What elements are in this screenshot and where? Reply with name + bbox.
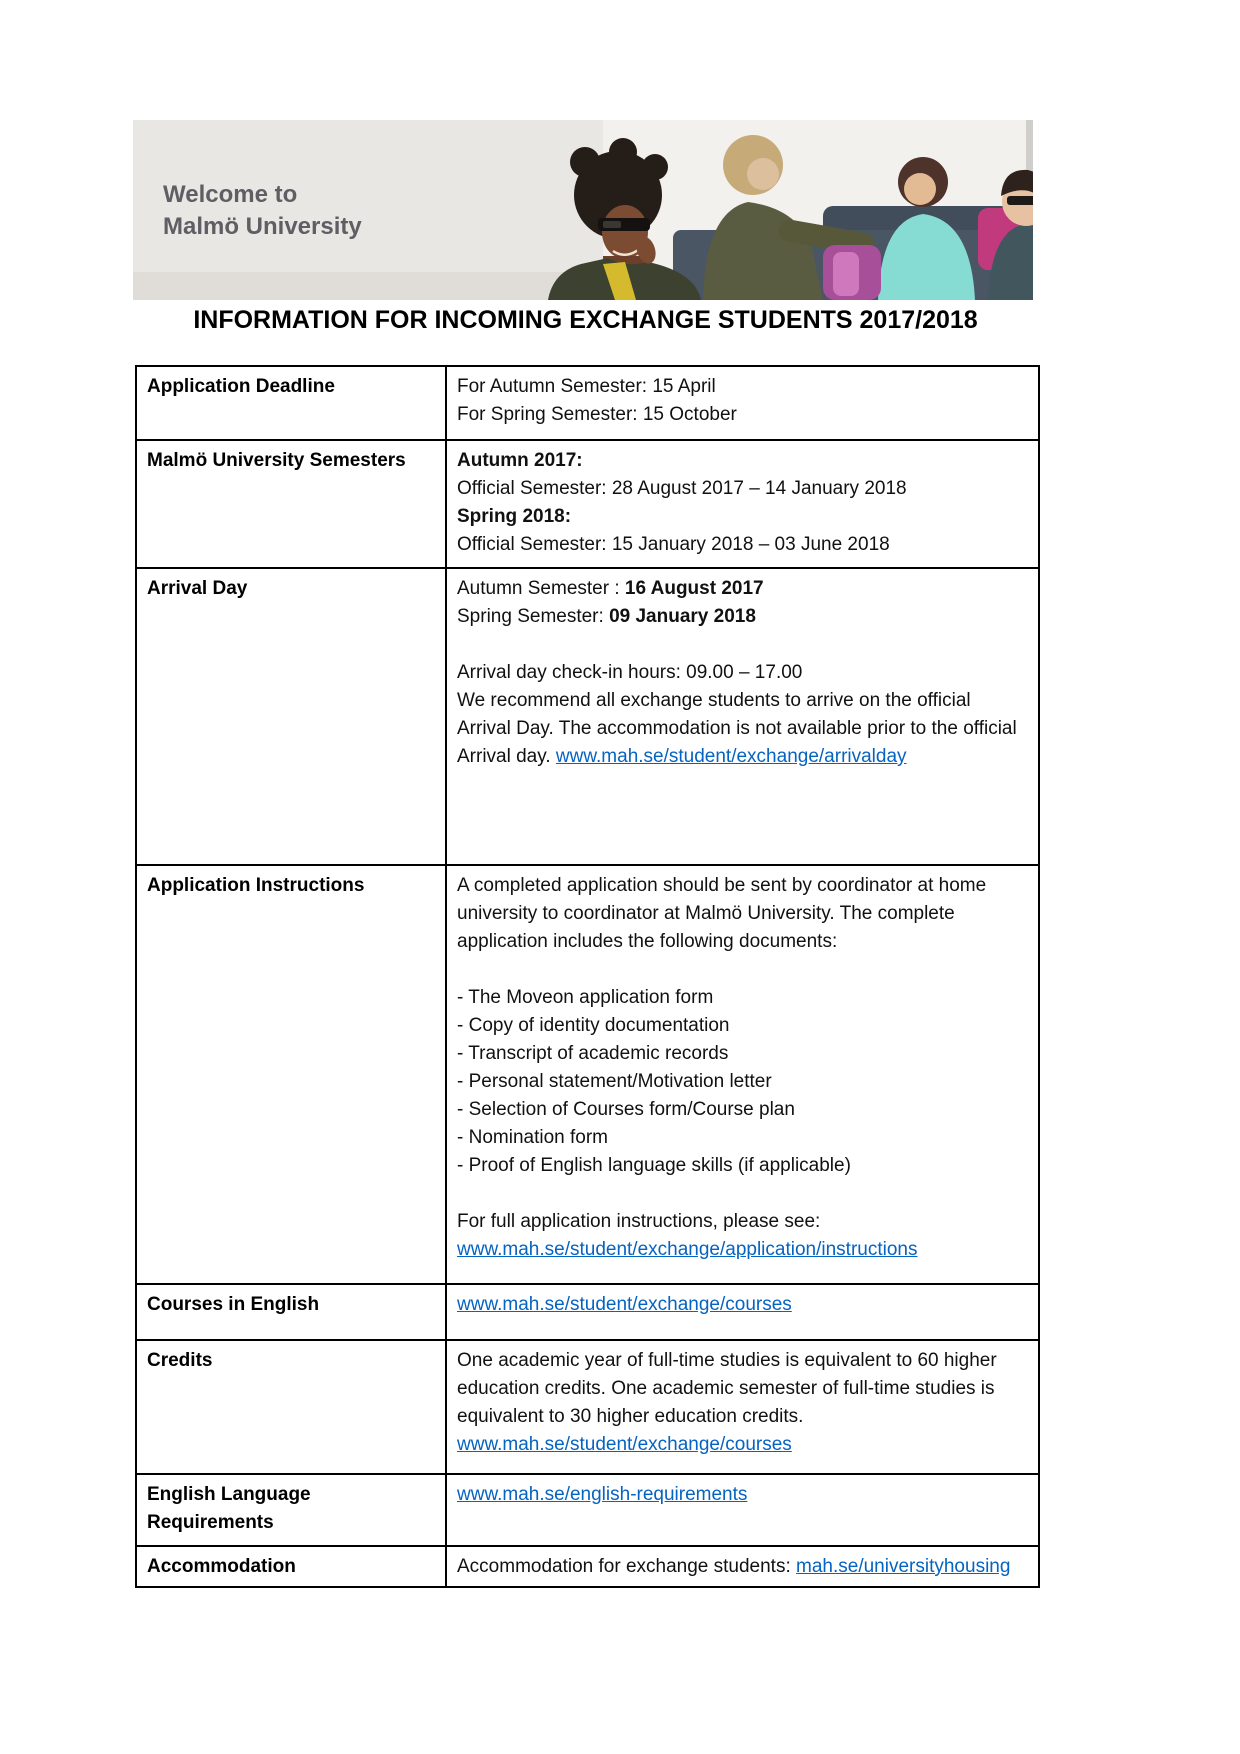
text-line: [457, 1124, 1028, 1152]
text-segment: - Personal statement/Motivation letter: [457, 1071, 772, 1092]
text-line: [457, 1431, 1028, 1459]
text-segment: We recommend all exchange students to arrive on the official Arrival Day. The accommodation is not available prior to the official Arrival day.: [457, 690, 1017, 767]
text-segment: For Spring Semester: 15 October: [457, 404, 737, 425]
text-segment: For Autumn Semester: 15 April: [457, 376, 716, 397]
text-segment: Spring 2018:: [457, 506, 572, 527]
text-line: [457, 1096, 1028, 1124]
row-label: Application Instructions: [136, 865, 446, 1284]
text-segment: For full application instructions, please see:: [457, 1211, 821, 1232]
text-segment: Official Semester: 15 January 2018 – 03 June 2018: [457, 534, 890, 555]
text-segment: Autumn Semester :: [457, 578, 625, 599]
text-segment: Accommodation for exchange students:: [457, 1556, 797, 1577]
row-content: [446, 568, 1039, 865]
text-line: [457, 1347, 1028, 1431]
text-line: [457, 1180, 1028, 1208]
text-segment: Spring Semester:: [457, 606, 610, 627]
table-row: [136, 1474, 1039, 1546]
text-segment: A completed application should be sent by coordinator at home university to coordinator at Malmö University. The complete application includes the following documents:: [457, 875, 987, 952]
text-line: [457, 1208, 1028, 1236]
row-content: [446, 1546, 1039, 1587]
text-line: [457, 1236, 1028, 1264]
text-line: [457, 503, 1028, 531]
text-segment: 09 January 2018: [609, 606, 756, 627]
text-line: [457, 984, 1028, 1012]
row-content: [446, 1474, 1039, 1546]
table-row: [136, 865, 1039, 1284]
courses-in-english-link[interactable]: www.mah.se/student/exchange/courses: [457, 1294, 792, 1315]
arrival-day-link[interactable]: www.mah.se/student/exchange/arrivalday: [555, 746, 907, 767]
text-line: [457, 1152, 1028, 1180]
text-line: [457, 1291, 1028, 1319]
text-line: [457, 659, 1028, 687]
text-line: [457, 475, 1028, 503]
text-line: [457, 1068, 1028, 1096]
text-segment: Official Semester: 28 August 2017 – 14 January 2018: [457, 478, 907, 499]
text-line: [457, 1012, 1028, 1040]
info-table: [135, 365, 1040, 1588]
text-segment: Autumn 2017:: [457, 450, 583, 471]
row-content: [446, 1340, 1039, 1474]
english-requirements-link[interactable]: www.mah.se/english-requirements: [457, 1484, 748, 1505]
row-content: [446, 1284, 1039, 1340]
welcome-text-line1: Welcome to: [163, 181, 298, 208]
text-line: [457, 575, 1028, 603]
text-line: [457, 956, 1028, 984]
text-segment: - The Moveon application form: [457, 987, 714, 1008]
row-label: Arrival Day: [136, 568, 446, 865]
text-segment: - Transcript of academic records: [457, 1043, 729, 1064]
text-segment: - Copy of identity documentation: [457, 1015, 730, 1036]
info-table-body: [136, 366, 1039, 1587]
header-banner-image: [133, 120, 1033, 300]
banner-illustration: [133, 120, 1033, 300]
table-row: [136, 440, 1039, 568]
text-line: [457, 1040, 1028, 1068]
table-row: [136, 366, 1039, 440]
row-label: Credits: [136, 1340, 446, 1474]
application-instructions-link[interactable]: www.mah.se/student/exchange/application/instructions: [457, 1239, 918, 1260]
table-row: [136, 1546, 1039, 1587]
row-label: Malmö University Semesters: [136, 440, 446, 568]
text-line: [457, 447, 1028, 475]
text-line: [457, 401, 1028, 429]
table-row: [136, 568, 1039, 865]
row-content: [446, 366, 1039, 440]
text-line: [457, 603, 1028, 631]
text-line: [457, 872, 1028, 956]
text-segment: - Nomination form: [457, 1127, 608, 1148]
table-row: [136, 1284, 1039, 1340]
banner-backpack: [823, 245, 881, 300]
row-label: Accommodation: [136, 1546, 446, 1587]
text-line: [457, 1553, 1028, 1581]
text-line: [457, 531, 1028, 559]
page-title: INFORMATION FOR INCOMING EXCHANGE STUDENTS 2017/2018: [193, 306, 978, 334]
text-segment: 16 August 2017: [624, 578, 764, 599]
table-row: [136, 1340, 1039, 1474]
text-segment: Arrival day check-in hours: 09.00 – 17.00: [457, 662, 803, 683]
text-line: [457, 687, 1028, 771]
text-line: [457, 631, 1028, 659]
text-line: [457, 373, 1028, 401]
credits-courses-link[interactable]: www.mah.se/student/exchange/courses: [457, 1434, 792, 1455]
row-label: English Language Requirements: [136, 1474, 446, 1546]
text-segment: - Proof of English language skills (if applicable): [457, 1155, 851, 1176]
university-housing-link[interactable]: mah.se/universityhousing: [796, 1556, 1011, 1577]
welcome-text-line2: Malmö University: [163, 213, 362, 240]
row-content: [446, 865, 1039, 1284]
row-label: Application Deadline: [136, 366, 446, 440]
row-label: Courses in English: [136, 1284, 446, 1340]
text-segment: One academic year of full-time studies is equivalent to 60 higher education credits. One academic semester of full-time studies is equivalent to 30 higher education credits.: [457, 1350, 997, 1427]
text-line: [457, 1481, 1028, 1509]
row-content: [446, 440, 1039, 568]
text-segment: - Selection of Courses form/Course plan: [457, 1099, 795, 1120]
